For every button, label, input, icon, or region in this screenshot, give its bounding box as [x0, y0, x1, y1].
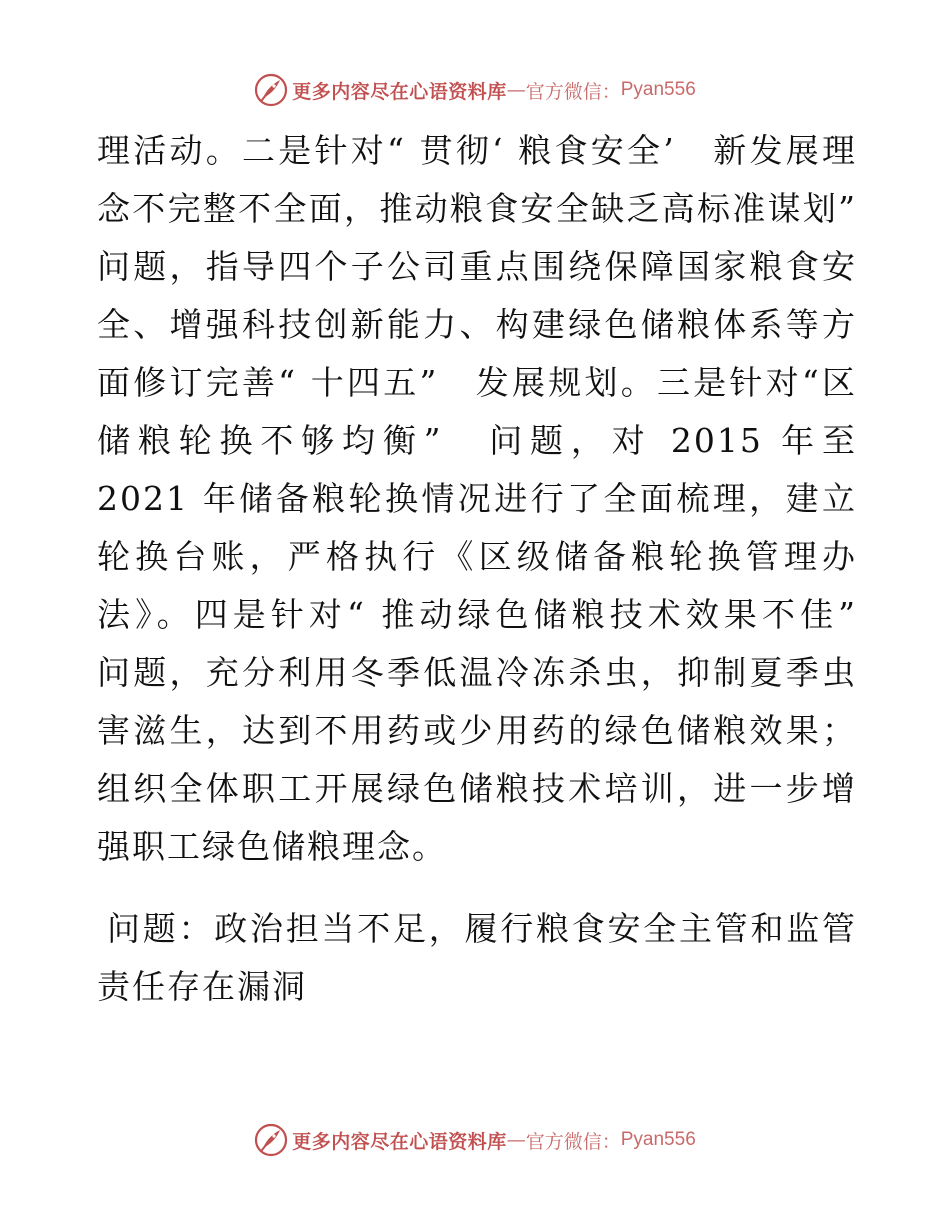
document-body [97, 122, 892, 1016]
watermark-separator: — [506, 79, 526, 101]
body-paragraph: 理活动。二是针对“ 贯彻‘ 粮食安全’ 新发展理念不完整不全面，推动粮食安全缺乏高标准谋划” 问题，指导四个子公司重点围绕保障国家粮食安全、增强科技创新能力、构建绿色储粮体系等方面修订完善“ 十四五” 发展规划。三是针对“区储粮轮换不够均衡” 问题，对 2015 年至 2021 年储备粮轮换情况进行了全面梳理，建立轮换台账，严格执行《区级储备粮轮换管理办法》。四是针对“ 推动绿色储粮技术效果不佳” 问题，充分利用冬季低温冷冻杀虫，抑制夏季虫害滋生，达到不用药或少用药的绿色储粮效果；组织全体职工开展绿色储粮技术培训，进一步增强职工绿色储粮理念。 [97, 131, 892, 866]
watermark-brand: 更多内容尽在心语资料库 [292, 80, 507, 103]
header-watermark [0, 70, 950, 110]
issue-heading: 问题：政治担当不足，履行粮食安全主管和监管责任存在漏洞 [97, 909, 857, 1006]
quill-pen-logo-icon [254, 1123, 288, 1157]
watermark-handle: Pyan556 [620, 79, 696, 100]
watermark-separator: — [506, 1129, 526, 1151]
watermark-handle: Pyan556 [620, 1129, 696, 1150]
watermark-contact-label: 官方微信： [525, 1130, 621, 1153]
watermark-contact-label: 官方微信： [525, 80, 621, 103]
footer-watermark [0, 1120, 950, 1160]
quill-pen-logo-icon [254, 73, 288, 107]
watermark-brand: 更多内容尽在心语资料库 [292, 1130, 507, 1153]
